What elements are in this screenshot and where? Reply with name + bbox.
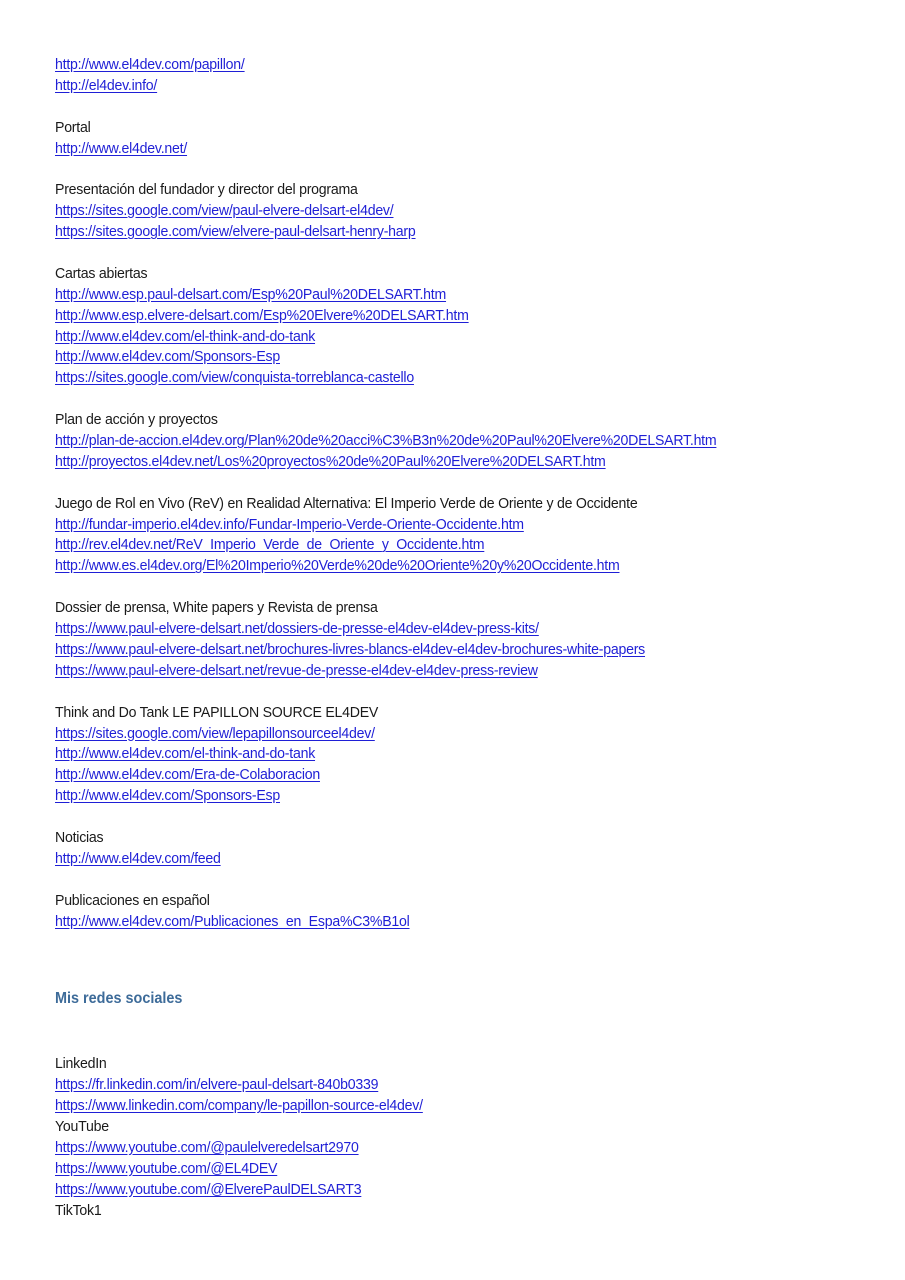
link-open-letters-1[interactable]: http://www.esp.paul-delsart.com/Esp%20Paul%20DELSART.htm bbox=[55, 285, 447, 303]
link-portal[interactable]: http://www.el4dev.net/ bbox=[55, 139, 188, 157]
link-open-letters-2[interactable]: http://www.esp.elvere-delsart.com/Esp%20Elvere%20DELSART.htm bbox=[55, 306, 469, 324]
section-title-youtube: YouTube bbox=[55, 1118, 109, 1136]
section-title-plan: Plan de acción y proyectos bbox=[55, 411, 218, 429]
link-founder-1[interactable]: https://sites.google.com/view/paul-elvere-delsart-el4dev/ bbox=[55, 202, 394, 220]
section-title-publications: Publicaciones en español bbox=[55, 891, 210, 909]
link-open-letters-3[interactable]: http://www.el4dev.com/el-think-and-do-tank bbox=[55, 327, 316, 345]
link-rev-3[interactable]: http://www.es.el4dev.org/El%20Imperio%20Verde%20de%20Oriente%20y%20Occidente.htm bbox=[55, 557, 620, 575]
section-title-portal: Portal bbox=[55, 118, 91, 136]
section-title-tiktok: TikTok1 bbox=[55, 1201, 102, 1219]
link-press-1[interactable]: https://www.paul-elvere-delsart.net/dossiers-de-presse-el4dev-el4dev-press-kits/ bbox=[55, 620, 539, 638]
link-press-2[interactable]: https://www.paul-elvere-delsart.net/brochures-livres-blancs-el4dev-el4dev-brochures-white-papers bbox=[55, 640, 646, 658]
link-open-letters-4[interactable]: http://www.el4dev.com/Sponsors-Esp bbox=[55, 348, 280, 366]
link-youtube-1[interactable]: https://www.youtube.com/@paulelveredelsart2970 bbox=[55, 1138, 359, 1156]
link-founder-2[interactable]: https://sites.google.com/view/elvere-paul-delsart-henry-harp bbox=[55, 223, 416, 241]
link-news[interactable]: http://www.el4dev.com/feed bbox=[55, 849, 221, 867]
document-page bbox=[55, 55, 875, 1222]
link-open-letters-5[interactable]: https://sites.google.com/view/conquista-torreblanca-castello bbox=[55, 369, 414, 387]
link-think-tank-1[interactable]: https://sites.google.com/view/lepapillonsourceel4dev/ bbox=[55, 724, 375, 742]
social-heading: Mis redes sociales bbox=[55, 990, 183, 1008]
section-title-founder: Presentación del fundador y director del programa bbox=[55, 181, 358, 199]
link-rev-1[interactable]: http://fundar-imperio.el4dev.info/Fundar-Imperio-Verde-Oriente-Occidente.htm bbox=[55, 515, 524, 533]
link-papillon[interactable]: http://www.el4dev.com/papillon/ bbox=[55, 56, 245, 73]
link-linkedin-1[interactable]: https://fr.linkedin.com/in/elvere-paul-delsart-840b0339 bbox=[55, 1076, 379, 1094]
section-title-rev: Juego de Rol en Vivo (ReV) en Realidad Alternativa: El Imperio Verde de Oriente y de Occidente bbox=[55, 494, 638, 512]
section-title-news: Noticias bbox=[55, 828, 104, 846]
link-publications[interactable]: http://www.el4dev.com/Publicaciones_en_Espa%C3%B1ol bbox=[55, 912, 410, 930]
link-plan-1[interactable]: http://plan-de-accion.el4dev.org/Plan%20de%20acci%C3%B3n%20de%20Paul%20Elvere%20DELSART.htm bbox=[55, 432, 717, 450]
link-think-tank-4[interactable]: http://www.el4dev.com/Sponsors-Esp bbox=[55, 787, 280, 805]
link-rev-2[interactable]: http://rev.el4dev.net/ReV_Imperio_Verde_de_Oriente_y_Occidente.htm bbox=[55, 536, 485, 554]
link-youtube-2[interactable]: https://www.youtube.com/@EL4DEV bbox=[55, 1159, 278, 1177]
section-title-open-letters: Cartas abiertas bbox=[55, 264, 148, 282]
link-el4dev-info[interactable]: http://el4dev.info/ bbox=[55, 76, 158, 94]
link-plan-2[interactable]: http://proyectos.el4dev.net/Los%20proyectos%20de%20Paul%20Elvere%20DELSART.htm bbox=[55, 452, 606, 470]
link-youtube-3[interactable]: https://www.youtube.com/@ElverePaulDELSART3 bbox=[55, 1180, 362, 1198]
link-press-3[interactable]: https://www.paul-elvere-delsart.net/revue-de-presse-el4dev-el4dev-press-review bbox=[55, 661, 538, 679]
link-think-tank-3[interactable]: http://www.el4dev.com/Era-de-Colaboracion bbox=[55, 766, 320, 784]
section-title-think-tank: Think and Do Tank LE PAPILLON SOURCE EL4DEV bbox=[55, 703, 379, 721]
link-linkedin-2[interactable]: https://www.linkedin.com/company/le-papillon-source-el4dev/ bbox=[55, 1097, 423, 1115]
link-think-tank-2[interactable]: http://www.el4dev.com/el-think-and-do-tank bbox=[55, 745, 316, 763]
section-title-press: Dossier de prensa, White papers y Revista de prensa bbox=[55, 599, 378, 617]
section-title-linkedin: LinkedIn bbox=[55, 1055, 107, 1073]
